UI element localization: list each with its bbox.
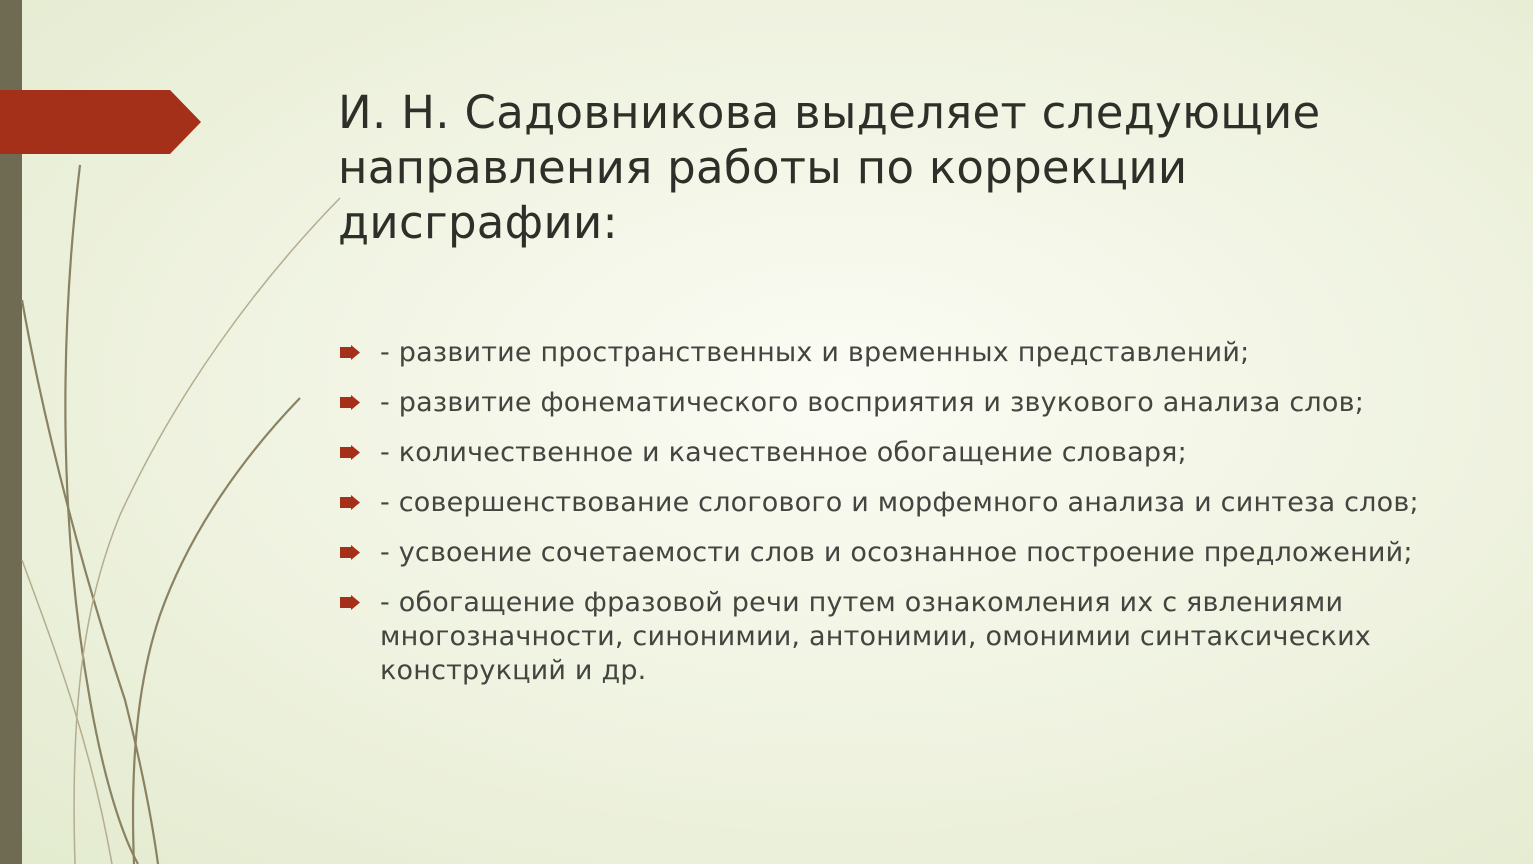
bullet-text: - усвоение сочетаемости слов и осознанное построение предложений; (380, 537, 1413, 568)
bullet-text: - развитие фонематического восприятия и звукового анализа слов; (380, 387, 1365, 418)
list-item (338, 586, 1448, 688)
bullet-list (338, 336, 1448, 704)
list-item (338, 536, 1448, 570)
bullet-text: - развитие пространственных и временных представлений; (380, 337, 1250, 368)
arrow-bullet-icon (340, 595, 360, 610)
arrow-bullet-icon (340, 395, 360, 410)
arrow-bullet-icon (340, 545, 360, 560)
red-arrow-banner (0, 90, 202, 154)
slide-title: И. Н. Садовникова выделяет следующие направления работы по коррекции дисграфии: (338, 86, 1321, 249)
arrow-bullet-icon (340, 445, 360, 460)
list-item (338, 436, 1448, 470)
bullet-text: - обогащение фразовой речи путем ознакомления их с явлениями многозначности, синонимии, антонимии, омонимии синтаксических конструкций и др. (380, 587, 1371, 686)
arrow-bullet-icon (340, 345, 360, 360)
list-item (338, 386, 1448, 420)
bullet-text: - количественное и качественное обогащение словаря; (380, 437, 1187, 468)
list-item (338, 336, 1448, 370)
list-item (338, 486, 1448, 520)
arrow-bullet-icon (340, 495, 360, 510)
bullet-text: - совершенствование слогового и морфемного анализа и синтеза слов; (380, 487, 1419, 518)
